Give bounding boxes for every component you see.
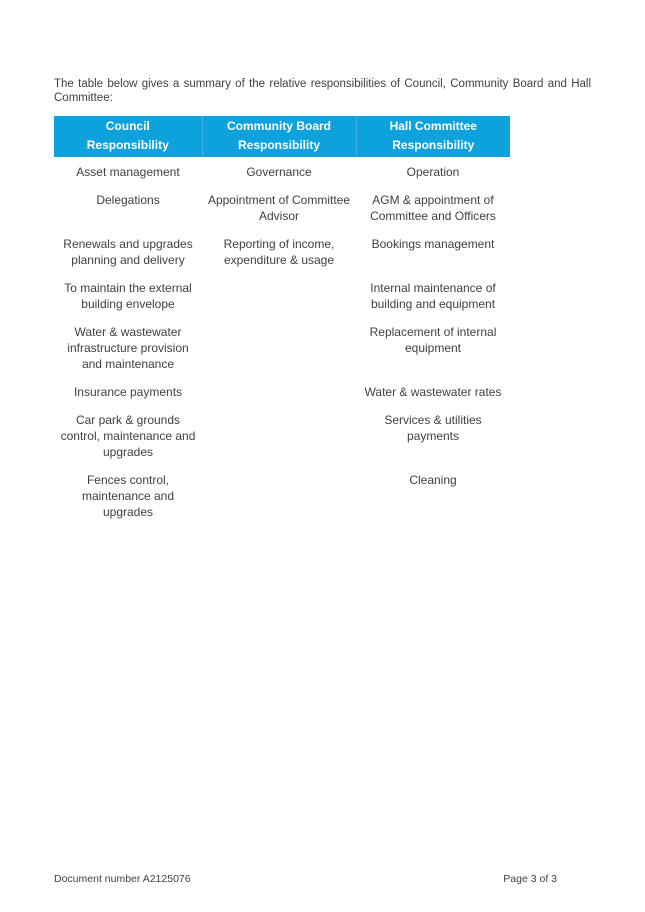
header-council xyxy=(54,116,202,157)
hall-committee-cell: Services & utilities payments xyxy=(384,413,482,443)
council-cell: Asset management xyxy=(76,165,180,179)
community-board-cell: Reporting of income, expenditure & usage xyxy=(223,237,335,267)
page-number: Page 3 of 3 xyxy=(503,873,557,885)
table-row xyxy=(54,376,510,404)
community-board-cell xyxy=(202,316,356,376)
community-board-cell: Appointment of Committee Advisor xyxy=(207,193,351,223)
hall-committee-cell: Bookings management xyxy=(371,237,495,251)
header-community-board-line2: Responsibility xyxy=(237,138,320,152)
council-cell: Fences control, maintenance and upgrades xyxy=(81,473,175,519)
council-cell: Car park & grounds control, maintenance and upgrades xyxy=(60,413,196,459)
header-community-board-line1: Community Board xyxy=(226,119,331,133)
council-cell: To maintain the external building envelope xyxy=(64,281,192,311)
table-header-row xyxy=(54,116,510,157)
council-cell: Water & wastewater infrastructure provision and maintenance xyxy=(67,325,189,371)
table-row xyxy=(54,157,510,184)
table-row xyxy=(54,184,510,228)
community-board-cell xyxy=(202,464,356,524)
hall-committee-cell: Water & wastewater rates xyxy=(364,385,502,399)
community-board-cell xyxy=(202,272,356,316)
hall-committee-cell: Operation xyxy=(406,165,460,179)
document-number: Document number A2125076 xyxy=(54,873,191,885)
council-cell: Insurance payments xyxy=(73,385,183,399)
header-hall-committee-line2: Responsibility xyxy=(392,138,475,152)
responsibility-table xyxy=(54,116,510,524)
intro-paragraph: The table below gives a summary of the relative responsibilities of Council, Community Board and Hall Committee: xyxy=(54,78,591,104)
header-hall-committee xyxy=(356,116,510,157)
hall-committee-cell: Replacement of internal equipment xyxy=(369,325,497,355)
community-board-cell: Governance xyxy=(246,165,312,179)
header-council-line2: Responsibility xyxy=(86,138,169,152)
table-row xyxy=(54,464,510,524)
council-cell: Delegations xyxy=(96,193,160,207)
hall-committee-cell: AGM & appointment of Committee and Officers xyxy=(370,193,496,223)
community-board-cell xyxy=(202,376,356,404)
header-council-line1: Council xyxy=(105,119,150,133)
table-row xyxy=(54,404,510,464)
table-row xyxy=(54,228,510,272)
table-row xyxy=(54,316,510,376)
hall-committee-cell: Internal maintenance of building and equipment xyxy=(370,281,496,311)
council-cell: Renewals and upgrades planning and delivery xyxy=(63,237,193,267)
header-hall-committee-line1: Hall Committee xyxy=(389,119,477,133)
header-community-board xyxy=(202,116,356,157)
table-row xyxy=(54,272,510,316)
community-board-cell xyxy=(202,404,356,464)
hall-committee-cell: Cleaning xyxy=(409,473,457,487)
